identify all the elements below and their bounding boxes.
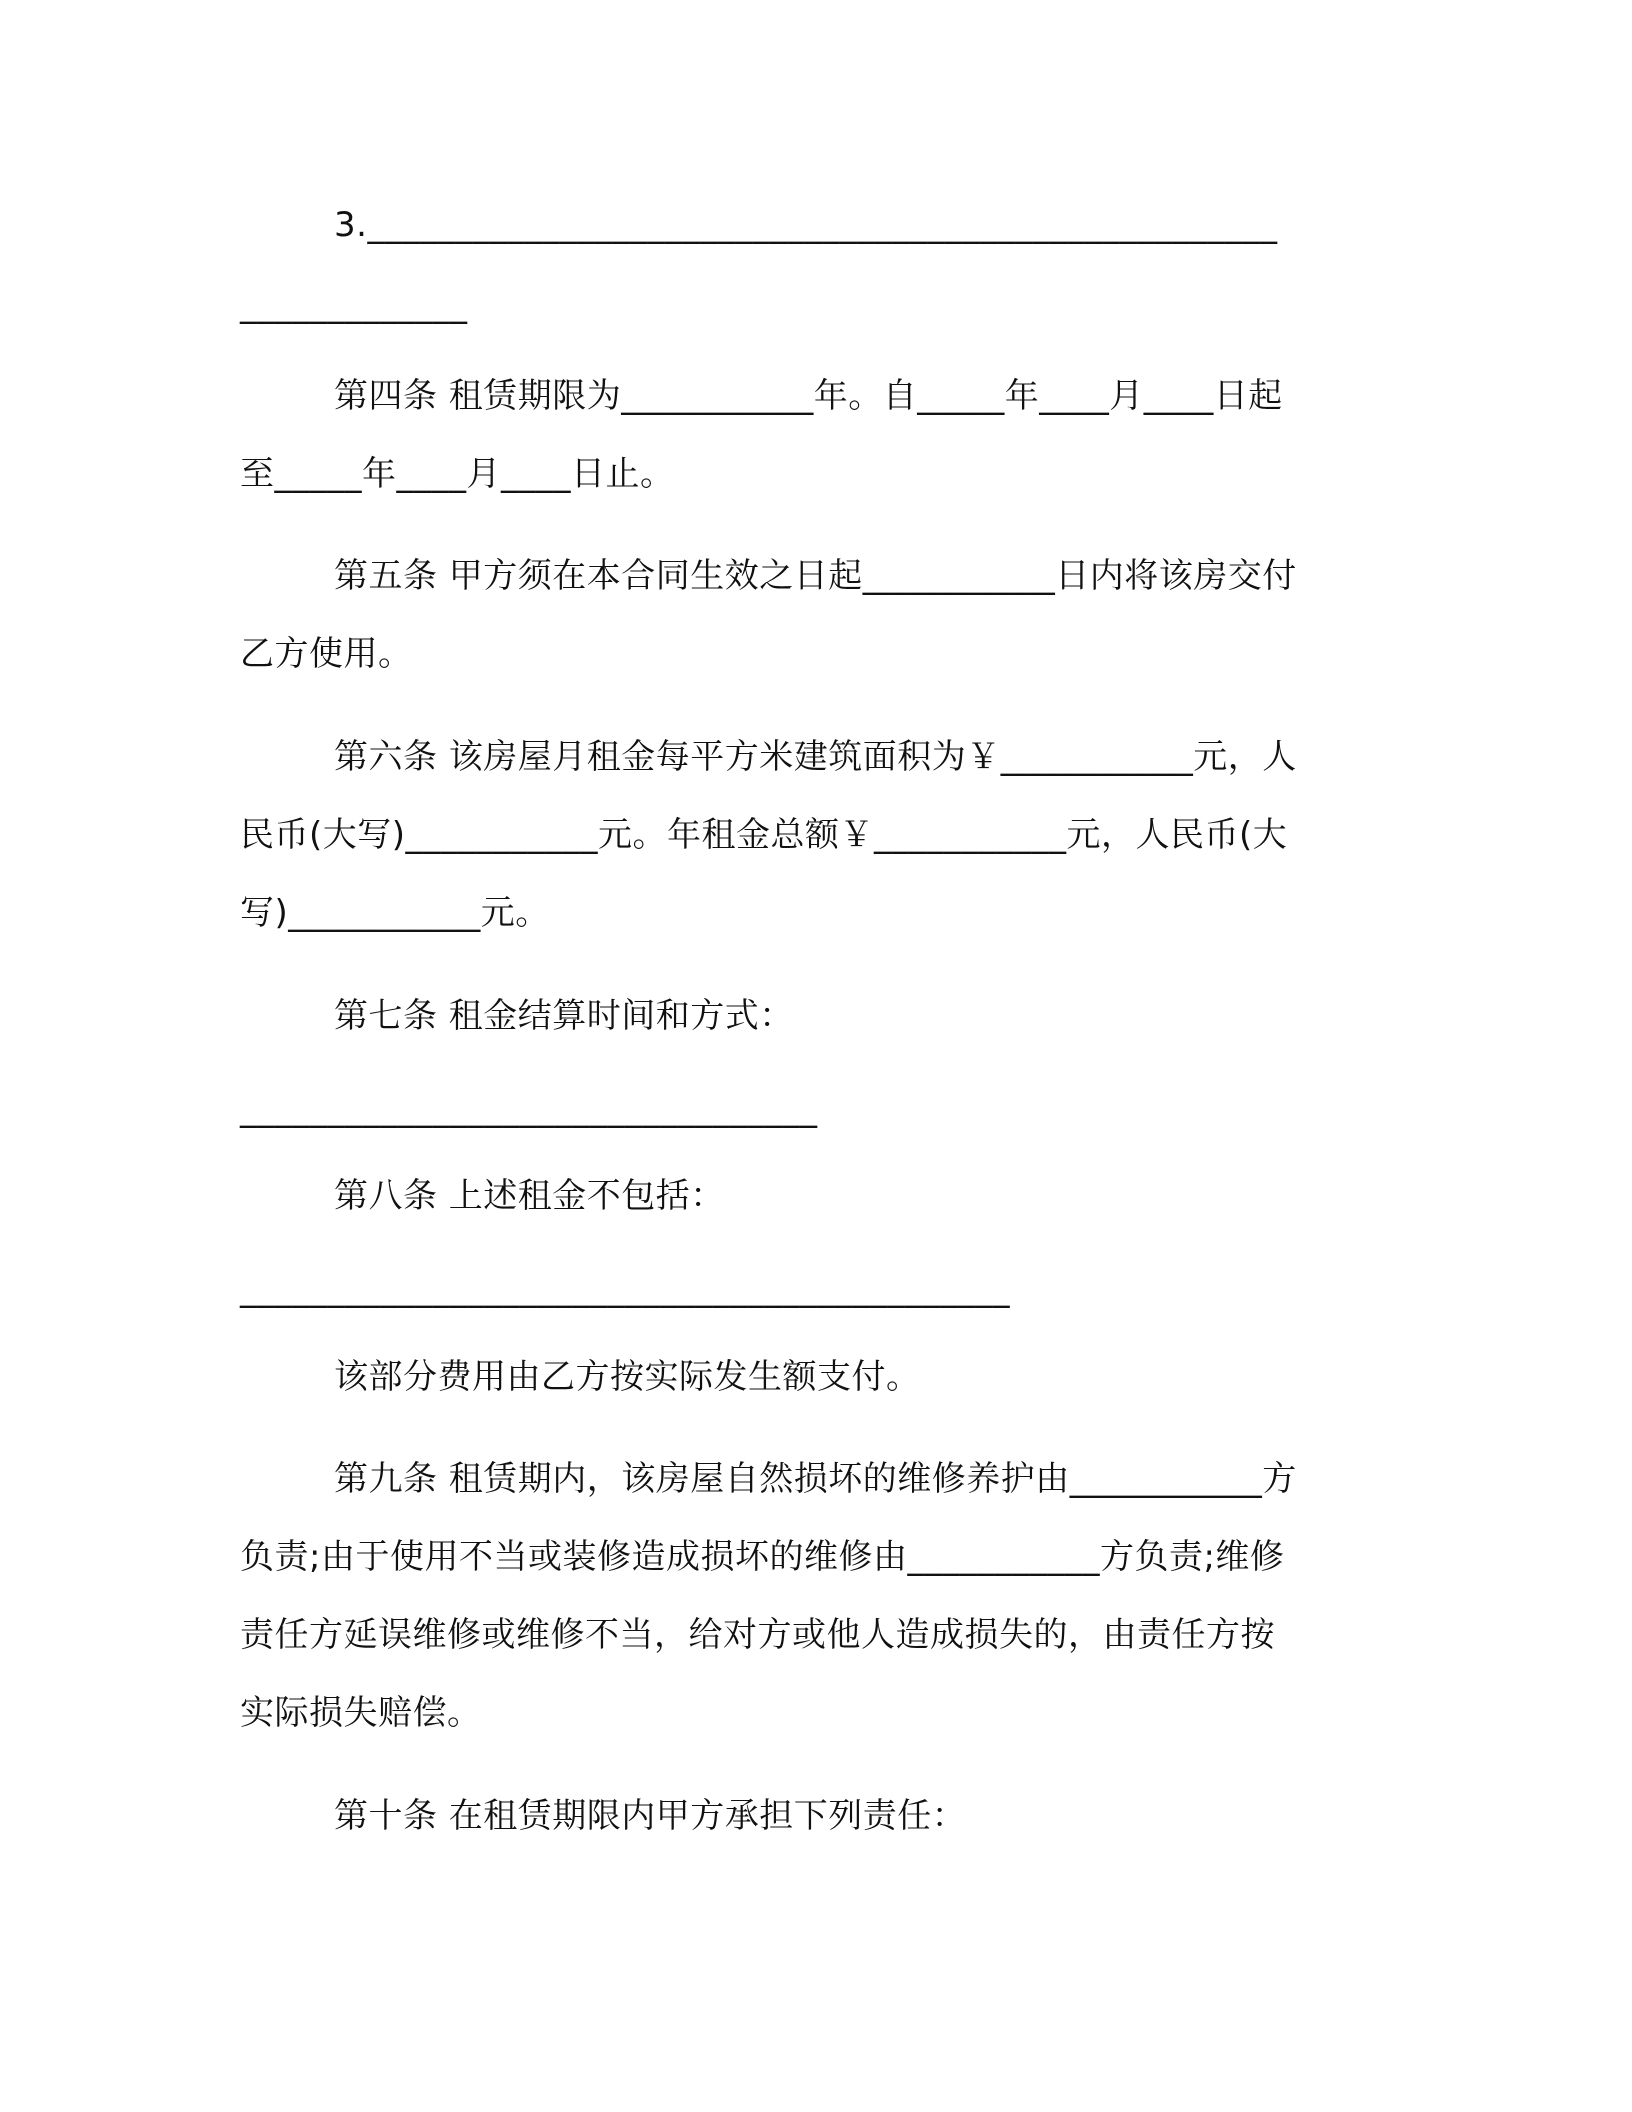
- article-4-line-2: 至_____年____月____日止。: [240, 454, 675, 494]
- clause-3-blank-continuation: _____________: [240, 285, 468, 325]
- article-6-line-2: 民币(大写)___________元。年租金总额￥___________元，人民币(大: [240, 815, 1288, 855]
- article-8-heading: 第八条 上述租金不包括：: [334, 1176, 725, 1216]
- article-5-line-2: 乙方使用。: [240, 634, 413, 674]
- article-8-fee-note: 该部分费用由乙方按实际发生额支付。: [334, 1357, 921, 1397]
- article-8-blank-line: ____________________________________________: [240, 1269, 1010, 1309]
- article-7-heading: 第七条 租金结算时间和方式：: [334, 996, 794, 1036]
- article-10-heading: 第十条 在租赁期限内甲方承担下列责任：: [334, 1796, 967, 1836]
- clause-3-blank-line: 3.____________________________________________________: [334, 205, 1278, 245]
- article-9-line-1: 第九条 租赁期内，该房屋自然损坏的维修养护由___________方: [334, 1459, 1297, 1499]
- article-5-line-1: 第五条 甲方须在本合同生效之日起___________日内将该房交付: [334, 556, 1297, 596]
- article-6-line-1: 第六条 该房屋月租金每平方米建筑面积为￥___________元，人: [334, 737, 1297, 777]
- article-4-line-1: 第四条 租赁期限为___________年。自_____年____月____日起: [334, 376, 1283, 416]
- article-9-line-2: 负责;由于使用不当或装修造成损坏的维修由___________方负责;维修: [240, 1537, 1285, 1577]
- article-6-line-3: 写)___________元。: [240, 893, 550, 933]
- article-9-line-3: 责任方延误维修或维修不当，给对方或他人造成损失的，由责任方按: [240, 1615, 1275, 1655]
- article-7-blank-line: _________________________________: [240, 1089, 818, 1129]
- article-9-line-4: 实际损失赔偿。: [240, 1693, 482, 1733]
